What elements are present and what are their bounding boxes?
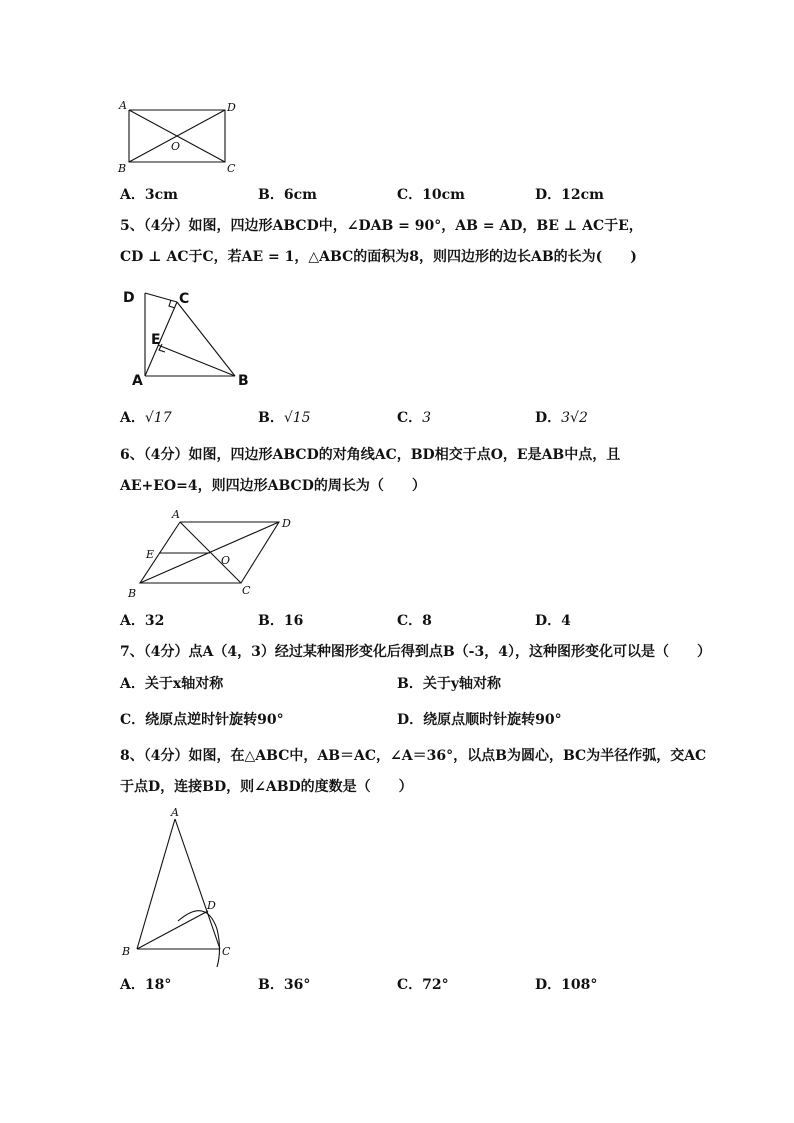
label-b: B: [122, 945, 131, 958]
label-c: C: [222, 945, 231, 958]
q6-option-a[interactable]: A．32: [120, 613, 165, 629]
q7-option-a[interactable]: A．关于x轴对称: [120, 676, 224, 692]
q4-option-d[interactable]: D．12cm: [535, 187, 604, 203]
q8-stem-line2: 于点D，连接BD，则∠ABD的度数是（ ）: [120, 779, 413, 795]
label-d: D: [123, 290, 135, 306]
side-dc: [145, 293, 177, 302]
label-a: A: [172, 508, 180, 521]
label-o: O: [171, 140, 181, 153]
label-c: C: [242, 584, 251, 597]
q4-rectangle-figure: [115, 98, 245, 176]
q8-option-c[interactable]: C．72°: [397, 977, 449, 993]
label-a: A: [119, 99, 127, 112]
side-ac: [175, 819, 220, 949]
label-b: B: [118, 162, 127, 175]
q4-option-c[interactable]: C．10cm: [397, 187, 465, 203]
q5-quadrilateral-figure: [118, 284, 258, 388]
q5-option-c[interactable]: C．3: [397, 410, 432, 426]
q5-option-d[interactable]: D．3√2: [535, 410, 588, 426]
arc-bc: [178, 911, 220, 967]
label-c: C: [179, 291, 190, 307]
q7-option-c[interactable]: C．绕原点逆时针旋转90°: [120, 712, 284, 728]
label-b: B: [238, 373, 249, 388]
q5-option-b[interactable]: B．√15: [258, 410, 311, 426]
q8-triangle-figure: [116, 805, 246, 970]
label-d: D: [207, 899, 216, 912]
q8-option-b[interactable]: B．36°: [258, 977, 311, 993]
q8-option-a[interactable]: A．18°: [120, 977, 172, 993]
q7-option-b[interactable]: B．关于y轴对称: [397, 676, 501, 692]
q4-option-b[interactable]: B．6cm: [258, 187, 317, 203]
side-ab: [137, 819, 175, 949]
q8-stem-line1: 8、（4分）如图，在△ABC中，AB＝AC，∠A＝36°，以点B为圆心，BC为半径作弧，交AC: [120, 748, 707, 764]
label-a: A: [171, 806, 179, 819]
q6-stem-line1: 6、（4分）如图，四边形ABCD的对角线AC，BD相交于点O，E是AB中点，且: [120, 447, 621, 463]
diagonal-ac: [145, 302, 177, 376]
q6-option-c[interactable]: C．8: [397, 613, 432, 629]
label-a: A: [132, 373, 143, 388]
q5-stem-line1: 5、（4分）如图，四边形ABCD中，∠DAB = 90°，AB = AD，BE ⊥ AC于E，: [120, 218, 643, 234]
label-e: E: [146, 548, 155, 561]
q6-stem-line2: AE+EO=4，则四边形ABCD的周长为（ ）: [120, 478, 426, 494]
label-e: E: [151, 332, 161, 348]
q5-option-a[interactable]: A．√17: [120, 410, 172, 426]
label-o: O: [221, 554, 231, 567]
label-c: C: [227, 162, 236, 175]
q4-option-a[interactable]: A．3cm: [120, 187, 178, 203]
q6-option-b[interactable]: B．16: [258, 613, 304, 629]
label-d: D: [282, 517, 291, 530]
segment-bd: [137, 911, 208, 949]
q5-stem-line2: CD ⊥ AC于C，若AE = 1，△ABC的面积为8，则四边形的边长AB的长为( ): [120, 249, 637, 265]
label-b: B: [128, 587, 137, 600]
q7-option-d[interactable]: D．绕原点顺时针旋转90°: [397, 712, 562, 728]
q8-option-d[interactable]: D．108°: [535, 977, 598, 993]
label-d: D: [227, 101, 236, 114]
q6-parallelogram-figure: [124, 506, 304, 602]
q6-option-d[interactable]: D．4: [535, 613, 571, 629]
q7-stem-line1: 7、（4分）点A（4，3）经过某种图形变化后得到点B（-3，4），这种图形变化可以是（ ）: [120, 644, 711, 660]
